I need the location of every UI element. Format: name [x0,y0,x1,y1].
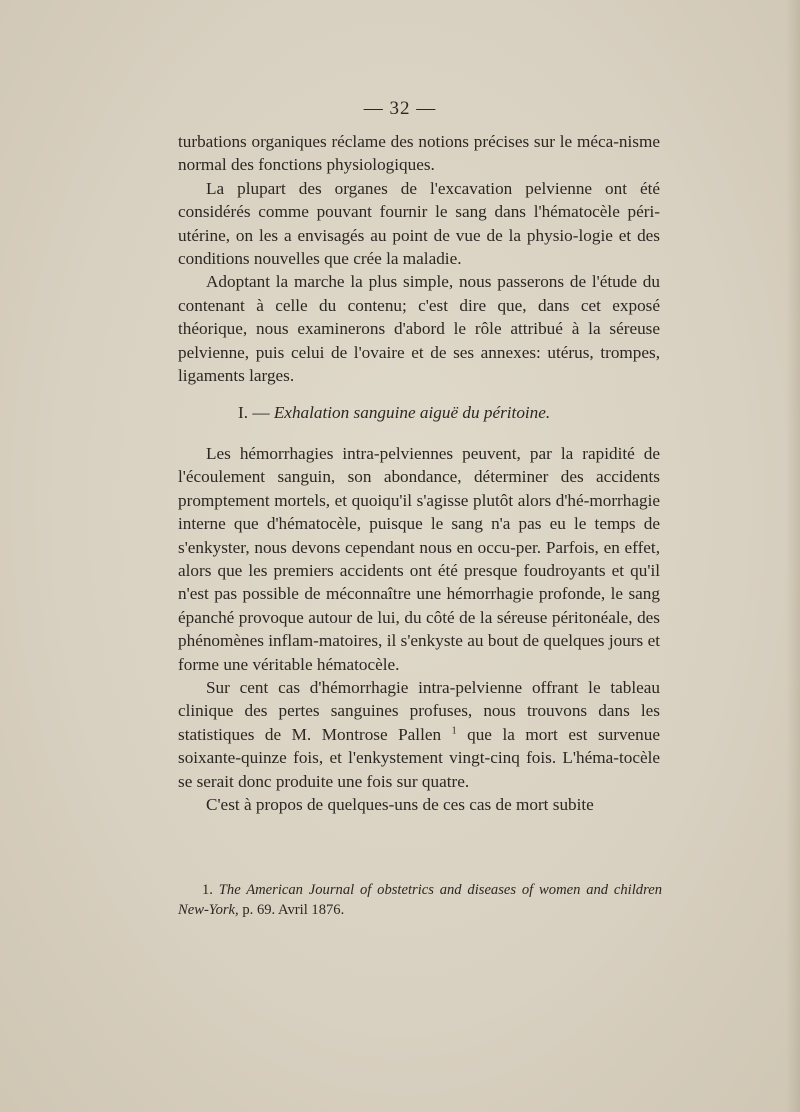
section-title: Exhalation sanguine aiguë du péritoine. [273,403,551,423]
footnote-rest: p. 69. Avril 1876. [242,902,345,918]
paragraph-text: que la mort est survenue soixante-quinze fois, et l'enkystement vingt-cinq fois. L'héma-tocèle se serait donc produite une fois sur quatre. [178,724,660,791]
section-heading [178,401,660,424]
footnote [178,880,662,920]
page-edge-shadow [786,0,800,1112]
paragraph: C'est à propos de quelques-uns de ces cas de mort subite [206,794,594,814]
section-number: I. — [238,403,270,423]
footnote-place: New-York, [178,902,239,918]
footnote-marker: 1 [451,725,457,737]
footnote-number: 1. [202,882,213,898]
footnote-journal: The American Journal of obstetrics and diseases of women and children [218,882,663,898]
paragraph-with-footnote [178,676,660,793]
body-text [178,130,660,816]
paragraph: Adoptant la marche la plus simple, nous passerons de l'étude du contenant à celle du contenu; c'est dire que, dans cet exposé théorique, nous examinerons d'abord le rôle attribué à la séreuse pelvienne, puis celui de l'ovaire et de ses annexes: utérus, trompes, ligaments larges. [178,272,660,386]
paragraph: Les hémorrhagies intra-pelviennes peuvent, par la rapidité de l'écoulement sanguin, son abondance, déterminer des accidents promptement mortels, et quoiqu'il s'agisse plutôt alors d'hé-morrhagie interne que d'hématocèle, puisque le sang n'a pas eu le temps de s'enkyster, nous devons cependant nous en occu-per. Parfois, en effet, alors que les premiers accidents ont été presque foudroyants et qu'il n'est pas possible de méconnaître une hémorrhagie profonde, le sang épanché provoque autour de lui, du côté de la séreuse péritonéale, des phénomènes inflam-matoires, il s'enkyste au bout de quelques jours et forme une véritable hématocèle. [178,443,660,674]
paragraph: La plupart des organes de l'excavation pelvienne ont été considérés comme pouvant fournir le sang dans l'hématocèle péri-utérine, on les a envisagés au point de vue de la physio-logie et des conditions nouvelles que crée la maladie. [178,178,660,269]
paragraph-text: Sur cent cas d'hémorrhagie intra-pelvienne offrant le tableau clinique des pertes sanguines profuses, nous trouvons dans les statistiques de M. Montrose Pallen [178,677,660,744]
page-number: — 32 — [363,98,437,119]
paragraph: turbations organiques réclame des notions précises sur le méca-nisme normal des fonctions physiologiques. [178,132,660,175]
